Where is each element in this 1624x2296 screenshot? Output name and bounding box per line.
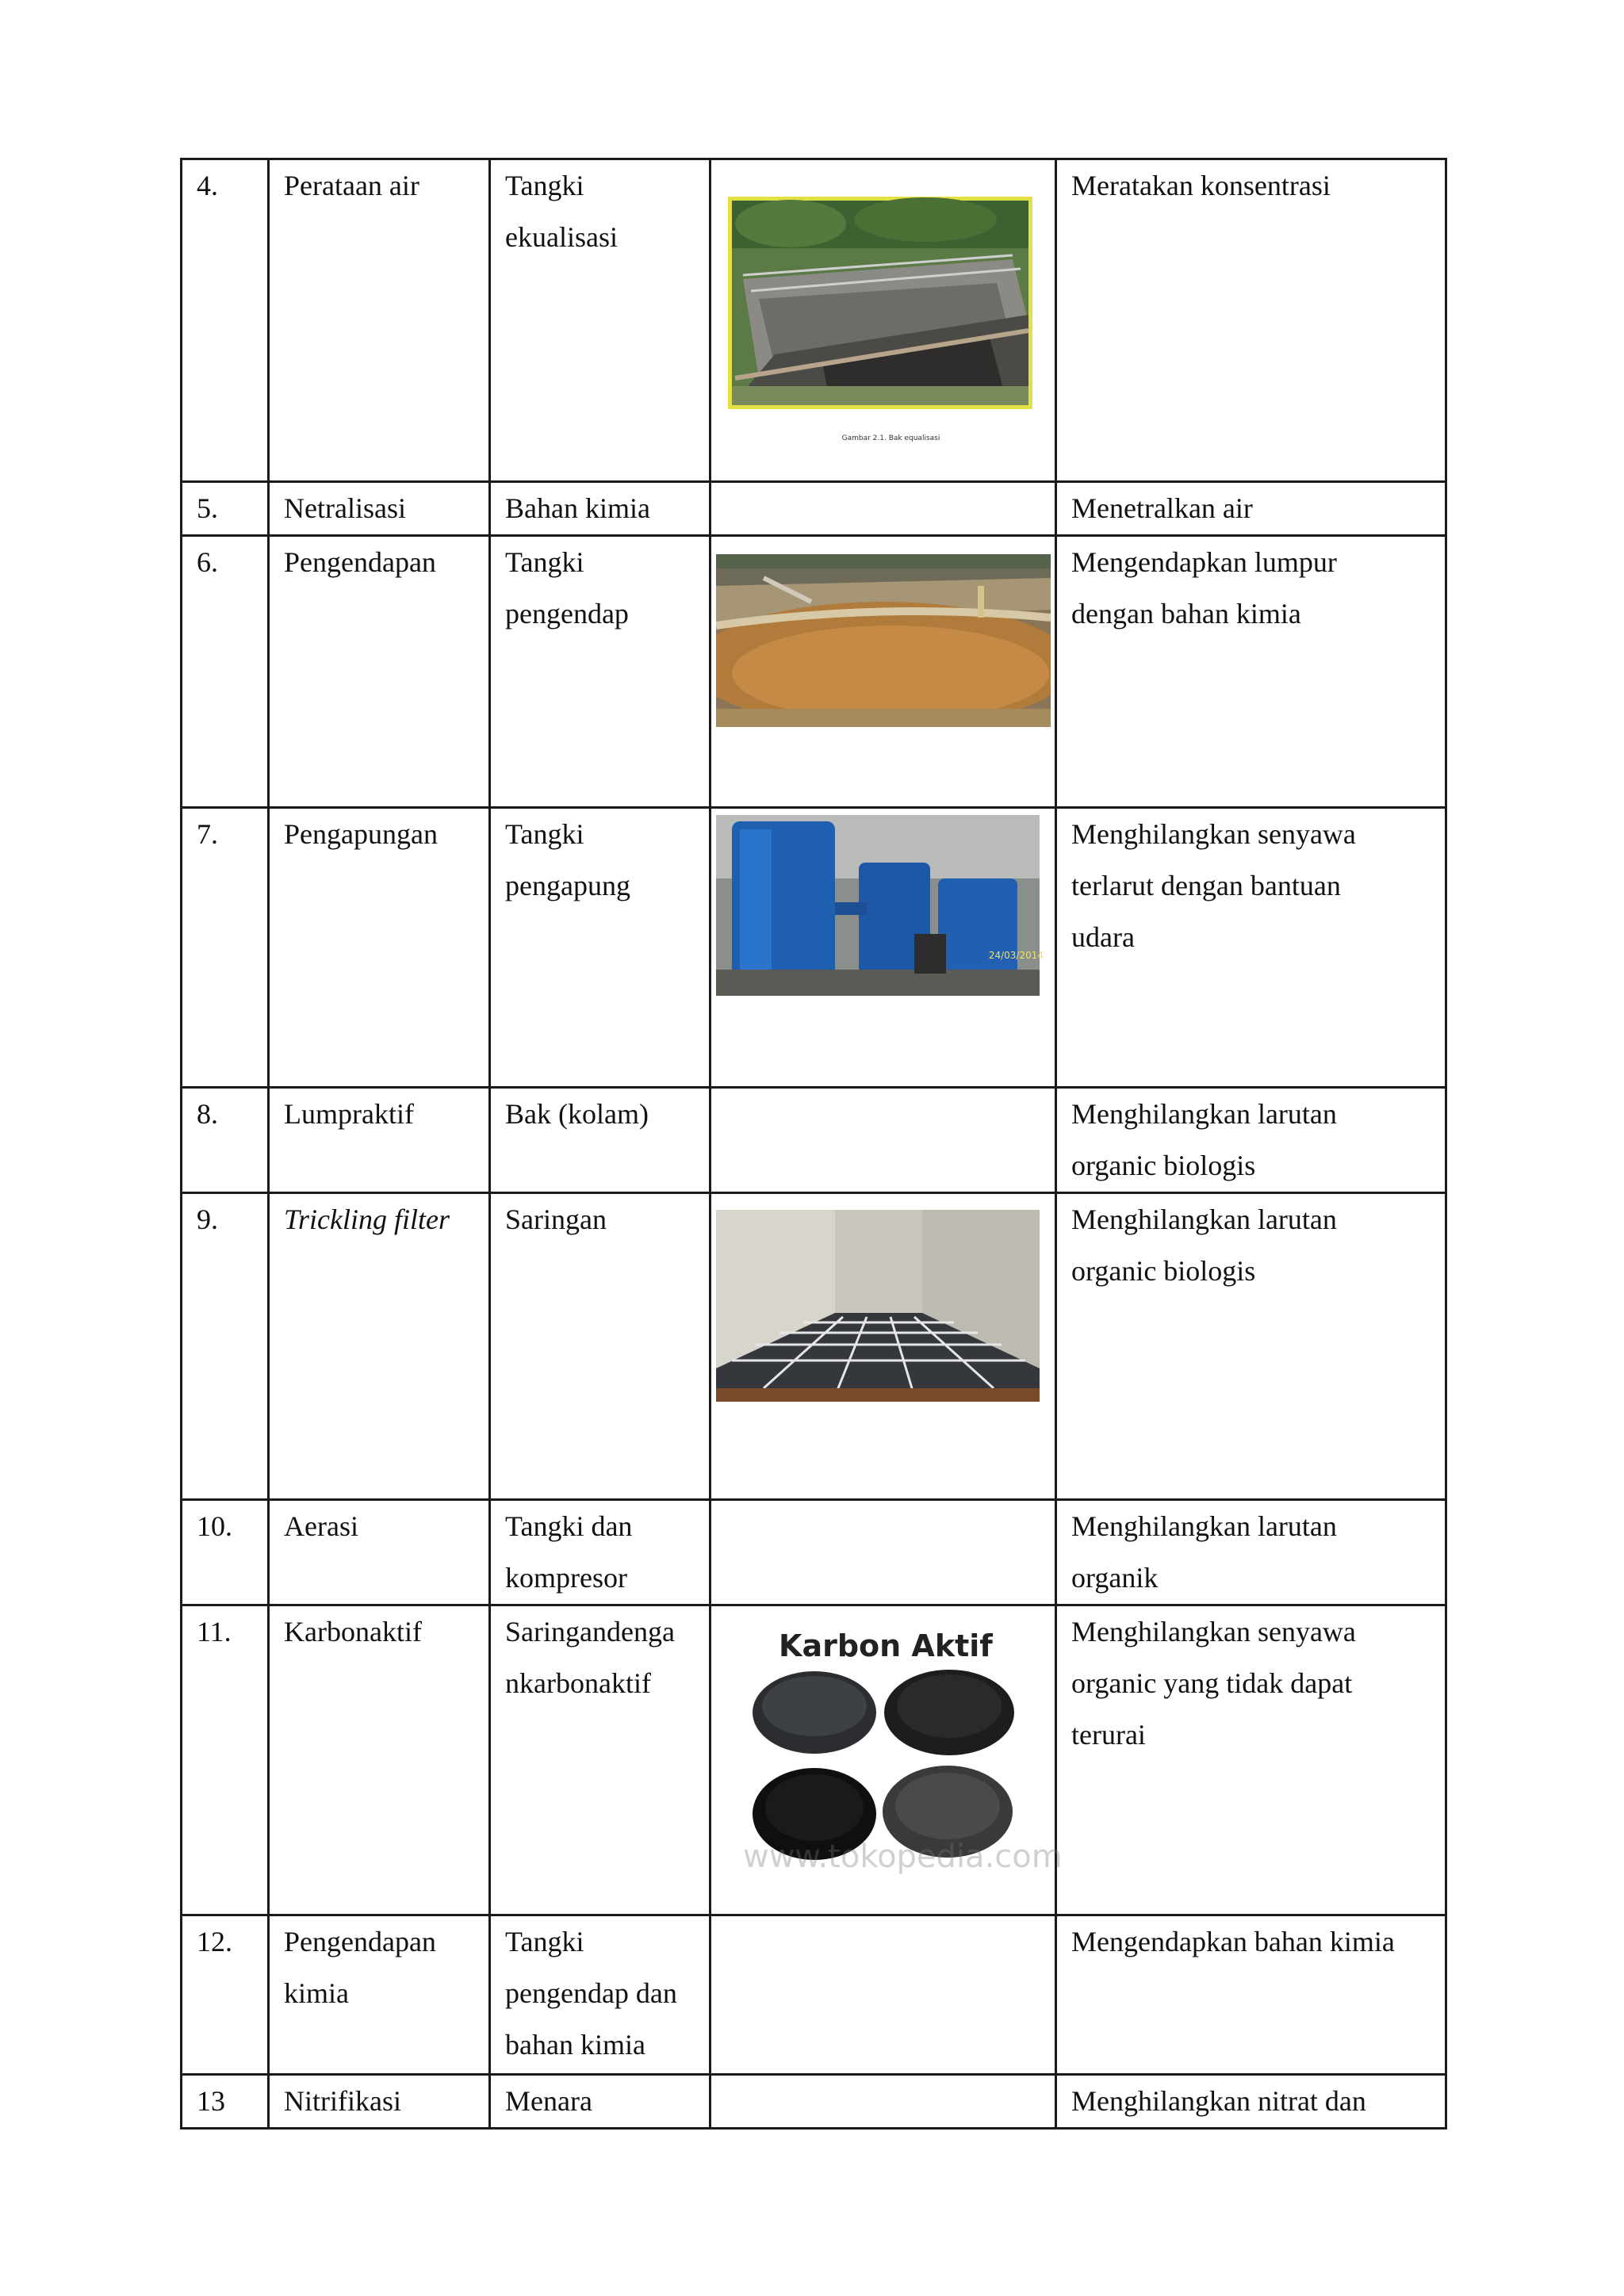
function-cell	[1056, 1088, 1446, 1193]
image-caption: Gambar 2.1. Bak equalisasi	[841, 434, 940, 442]
tool-name: nkarbonaktif	[505, 1667, 651, 1699]
table-row	[182, 536, 1446, 808]
row-number-cell	[182, 2075, 269, 2129]
tool-cell	[490, 1915, 710, 2075]
tool-name: bahan kimia	[505, 2029, 645, 2061]
process-cell	[269, 1500, 490, 1605]
function-text: dengan bahan kimia	[1071, 598, 1301, 629]
tool-name: Tangki	[505, 170, 584, 201]
function-cell	[1056, 536, 1446, 808]
row-number: 12.	[197, 1926, 232, 1957]
activated-carbon-photo	[735, 1617, 1063, 1879]
tool-cell	[490, 2075, 710, 2129]
sedimentation-tank-photo	[716, 554, 1055, 727]
row-number: 5.	[197, 492, 218, 524]
process-name: Pengendapan	[284, 1926, 436, 1957]
tool-name: pengapung	[505, 870, 630, 901]
process-table	[180, 158, 1447, 2130]
process-cell	[269, 1088, 490, 1193]
row-number-cell	[182, 482, 269, 536]
table-row	[182, 1605, 1446, 1915]
equalization-tank-photo	[727, 196, 1055, 465]
process-name: Nitrifikasi	[284, 2085, 401, 2117]
function-text: Menghilangkan larutan	[1071, 1510, 1337, 1542]
tool-cell	[490, 159, 710, 482]
function-cell	[1056, 808, 1446, 1088]
table-row	[182, 1193, 1446, 1500]
table-row	[182, 2075, 1446, 2129]
process-name: Lumpraktif	[284, 1098, 414, 1130]
tool-cell	[490, 1500, 710, 1605]
function-text: Menghilangkan larutan	[1071, 1203, 1337, 1235]
table-row	[182, 808, 1446, 1088]
function-cell	[1056, 159, 1446, 482]
tool-name: Bak (kolam)	[505, 1098, 649, 1130]
image-cell	[710, 808, 1056, 1088]
table-row	[182, 159, 1446, 482]
function-text: Menghilangkan nitrat dan	[1071, 2085, 1366, 2117]
function-text: organik	[1071, 1562, 1159, 1594]
row-number-cell	[182, 808, 269, 1088]
tool-name: Menara	[505, 2085, 592, 2117]
image-date-stamp: 24/03/2014	[988, 950, 1044, 961]
function-text: udara	[1071, 921, 1135, 953]
image-cell	[710, 482, 1056, 536]
tool-name: Saringan	[505, 1203, 607, 1235]
tool-name: Tangki dan	[505, 1510, 633, 1542]
function-text: terurai	[1071, 1719, 1146, 1751]
function-text: Meratakan konsentrasi	[1071, 170, 1331, 201]
table-row	[182, 1088, 1446, 1193]
process-name: Trickling filter	[284, 1203, 450, 1235]
process-name: Perataan air	[284, 170, 419, 201]
table-row	[182, 1500, 1446, 1605]
image-cell	[710, 1915, 1056, 2075]
tool-cell	[490, 808, 710, 1088]
row-number: 13	[197, 2085, 225, 2117]
tool-name: kompresor	[505, 1562, 627, 1594]
image-cell	[710, 1605, 1063, 1915]
image-cell	[710, 1088, 1056, 1193]
row-number: 10.	[197, 1510, 232, 1542]
row-number: 8.	[197, 1098, 218, 1130]
function-text: organic biologis	[1071, 1255, 1256, 1287]
image-cell	[710, 159, 1056, 482]
function-text: Mengendapkan lumpur	[1071, 546, 1337, 578]
row-number-cell	[182, 1500, 269, 1605]
tool-cell	[490, 1193, 710, 1500]
function-text: Menghilangkan larutan	[1071, 1098, 1337, 1130]
process-cell	[269, 536, 490, 808]
image-title: Karbon Aktif	[779, 1628, 993, 1663]
function-cell	[1056, 1915, 1446, 2075]
row-number-cell	[182, 536, 269, 808]
tool-name: Tangki	[505, 546, 584, 578]
tool-name: ekualisasi	[505, 221, 618, 253]
function-text: terlarut dengan bantuan	[1071, 870, 1341, 901]
trickling-filter-photo	[716, 1210, 1055, 1402]
image-cell	[710, 1193, 1056, 1500]
row-number: 6.	[197, 546, 218, 578]
table-row	[182, 1915, 1446, 2075]
tool-name: Bahan kimia	[505, 492, 650, 524]
process-name: kimia	[284, 1977, 349, 2009]
process-cell	[269, 1193, 490, 1500]
image-watermark: www.tokopedia.com	[743, 1839, 1063, 1875]
tool-cell	[490, 536, 710, 808]
process-cell	[269, 1605, 490, 1915]
process-cell	[269, 808, 490, 1088]
tool-name: Tangki	[505, 1926, 584, 1957]
function-cell	[1056, 2075, 1446, 2129]
process-name: Pengendapan	[284, 546, 436, 578]
function-text: organic yang tidak dapat	[1071, 1667, 1353, 1699]
tool-cell	[490, 1088, 710, 1193]
function-cell	[1056, 1193, 1446, 1500]
row-number: 11.	[197, 1616, 232, 1647]
tool-name: Saringandenga	[505, 1616, 675, 1647]
process-cell	[269, 2075, 490, 2129]
row-number-cell	[182, 159, 269, 482]
function-text: Menghilangkan senyawa	[1071, 1616, 1356, 1647]
tool-cell	[490, 1605, 710, 1915]
row-number-cell	[182, 1605, 269, 1915]
function-text: Mengendapkan bahan kimia	[1071, 1926, 1395, 1957]
function-text: Menetralkan air	[1071, 492, 1253, 524]
function-text: Menghilangkan senyawa	[1071, 818, 1356, 850]
function-cell	[1056, 1605, 1446, 1915]
function-text: organic biologis	[1071, 1150, 1256, 1181]
image-cell	[710, 2075, 1056, 2129]
function-cell	[1056, 1500, 1446, 1605]
row-number: 7.	[197, 818, 218, 850]
process-name: Karbonaktif	[284, 1616, 422, 1647]
flotation-tank-photo	[716, 815, 1055, 996]
row-number-cell	[182, 1088, 269, 1193]
image-cell	[710, 536, 1056, 808]
function-cell	[1056, 482, 1446, 536]
table-row	[182, 482, 1446, 536]
process-name: Netralisasi	[284, 492, 406, 524]
process-cell	[269, 482, 490, 536]
process-name: Aerasi	[284, 1510, 358, 1542]
process-cell	[269, 1915, 490, 2075]
process-name: Pengapungan	[284, 818, 438, 850]
tool-name: pengendap	[505, 598, 629, 629]
process-cell	[269, 159, 490, 482]
tool-name: pengendap dan	[505, 1977, 677, 2009]
tool-name: Tangki	[505, 818, 584, 850]
row-number-cell	[182, 1193, 269, 1500]
tool-cell	[490, 482, 710, 536]
row-number: 9.	[197, 1203, 218, 1235]
row-number: 4.	[197, 170, 218, 201]
row-number-cell	[182, 1915, 269, 2075]
image-cell	[710, 1500, 1056, 1605]
